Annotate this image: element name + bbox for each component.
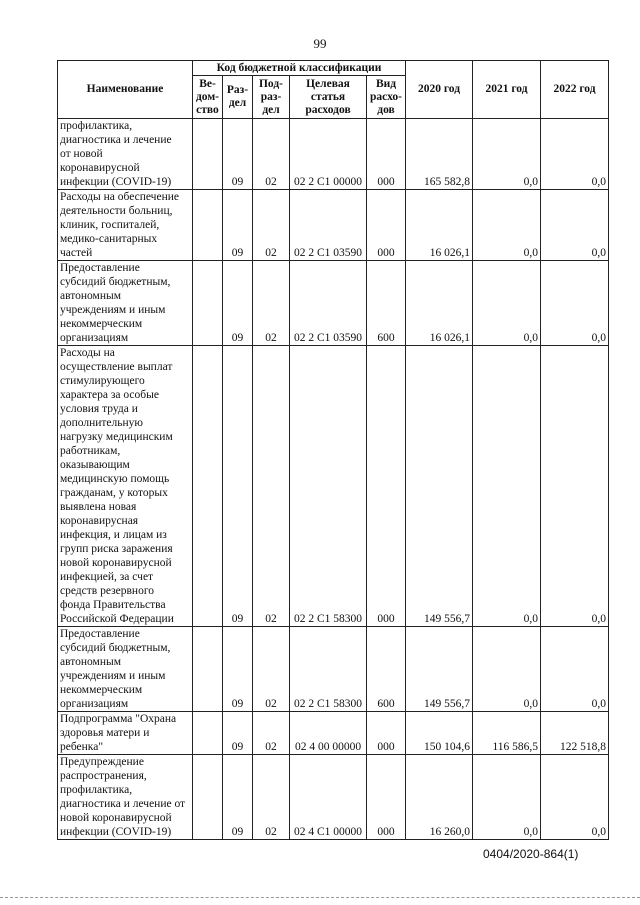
row-department (193, 346, 223, 627)
row-target-item: 02 2 C1 03590 (290, 261, 367, 346)
row-2020: 16 026,1 (406, 190, 473, 261)
row-expense-kind: 000 (367, 712, 406, 755)
row-2022: 122 518,8 (541, 712, 609, 755)
row-section: 09 (223, 119, 253, 190)
row-2022: 0,0 (541, 346, 609, 627)
row-name: Предоставление субсидий бюджетным, автономным учреждениям и иным некоммерческим организациям (58, 261, 193, 346)
row-department (193, 119, 223, 190)
row-2021: 0,0 (473, 190, 541, 261)
header-expense-kind: Вид расхо- дов (367, 76, 406, 119)
row-2020: 16 260,0 (406, 755, 473, 840)
row-name: Предупреждение распространения, профилактика, диагностика и лечение от новой коронавирусной инфекции (COVID-19) (58, 755, 193, 840)
row-subsection: 02 (253, 627, 290, 712)
row-expense-kind: 600 (367, 261, 406, 346)
table-row (58, 190, 609, 261)
row-section: 09 (223, 190, 253, 261)
row-target-item: 02 2 C1 58300 (290, 627, 367, 712)
row-2021: 0,0 (473, 346, 541, 627)
row-2022: 0,0 (541, 261, 609, 346)
row-expense-kind: 000 (367, 346, 406, 627)
header-2020: 2020 год (406, 61, 473, 119)
header-name: Наименование (58, 61, 193, 119)
row-section: 09 (223, 712, 253, 755)
row-2022: 0,0 (541, 755, 609, 840)
row-2022: 0,0 (541, 190, 609, 261)
row-department (193, 712, 223, 755)
row-subsection: 02 (253, 712, 290, 755)
row-department (193, 755, 223, 840)
row-name: Расходы на обеспечение деятельности больниц, клиник, госпиталей, медико-санитарных частей (58, 190, 193, 261)
row-2020: 165 582,8 (406, 119, 473, 190)
row-2020: 149 556,7 (406, 346, 473, 627)
header-department: Ве- дом- ство (193, 76, 223, 119)
header-2021: 2021 год (473, 61, 541, 119)
table-row (58, 712, 609, 755)
table-row (58, 755, 609, 840)
row-2022: 0,0 (541, 119, 609, 190)
row-expense-kind: 600 (367, 627, 406, 712)
row-2020: 16 026,1 (406, 261, 473, 346)
row-expense-kind: 000 (367, 755, 406, 840)
row-subsection: 02 (253, 119, 290, 190)
row-target-item: 02 2 C1 03590 (290, 190, 367, 261)
row-department (193, 261, 223, 346)
row-2020: 150 104,6 (406, 712, 473, 755)
row-target-item: 02 4 00 00000 (290, 712, 367, 755)
row-subsection: 02 (253, 261, 290, 346)
header-section: Раз- дел (223, 76, 253, 119)
row-department (193, 627, 223, 712)
row-section: 09 (223, 755, 253, 840)
row-target-item: 02 2 C1 00000 (290, 119, 367, 190)
header-subsection: Под- раз- дел (253, 76, 290, 119)
row-name: Предоставление субсидий бюджетным, автономным учреждениям и иным некоммерческим организациям (58, 627, 193, 712)
table-row (58, 627, 609, 712)
row-target-item: 02 2 C1 58300 (290, 346, 367, 627)
row-subsection: 02 (253, 755, 290, 840)
row-2021: 116 586,5 (473, 712, 541, 755)
budget-table (57, 60, 609, 840)
table-row (58, 119, 609, 190)
header-target-item: Целевая статья расходов (290, 76, 367, 119)
table-row (58, 346, 609, 627)
row-subsection: 02 (253, 190, 290, 261)
row-2021: 0,0 (473, 119, 541, 190)
row-name: профилактика, диагностика и лечение от новой коронавирусной инфекции (COVID-19) (58, 119, 193, 190)
document-code: 0404/2020-864(1) (483, 847, 579, 861)
row-section: 09 (223, 627, 253, 712)
scan-edge-divider (0, 897, 640, 898)
row-2020: 149 556,7 (406, 627, 473, 712)
row-section: 09 (223, 346, 253, 627)
row-target-item: 02 4 C1 00000 (290, 755, 367, 840)
row-section: 09 (223, 261, 253, 346)
row-2021: 0,0 (473, 627, 541, 712)
table-row (58, 261, 609, 346)
row-name: Подпрограмма "Охрана здоровья матери и ребенка" (58, 712, 193, 755)
row-expense-kind: 000 (367, 190, 406, 261)
row-subsection: 02 (253, 346, 290, 627)
row-2021: 0,0 (473, 755, 541, 840)
page-number: 99 (313, 36, 327, 51)
header-2022: 2022 год (541, 61, 609, 119)
row-2021: 0,0 (473, 261, 541, 346)
row-expense-kind: 000 (367, 119, 406, 190)
row-department (193, 190, 223, 261)
header-classification-group: Код бюджетной классификации (193, 61, 406, 76)
row-name: Расходы на осуществление выплат стимулирующего характера за особые условия труда и дополнительную нагрузку медицинским работникам, оказывающим медицинскую помощь гражданам, у которых выявлена новая коронавирусная инфекция, и лицам из групп риска заражения новой коронавирусной инфекцией, за счет средств резервного фонда Правительства Российской Федерации (58, 346, 193, 627)
row-2022: 0,0 (541, 627, 609, 712)
